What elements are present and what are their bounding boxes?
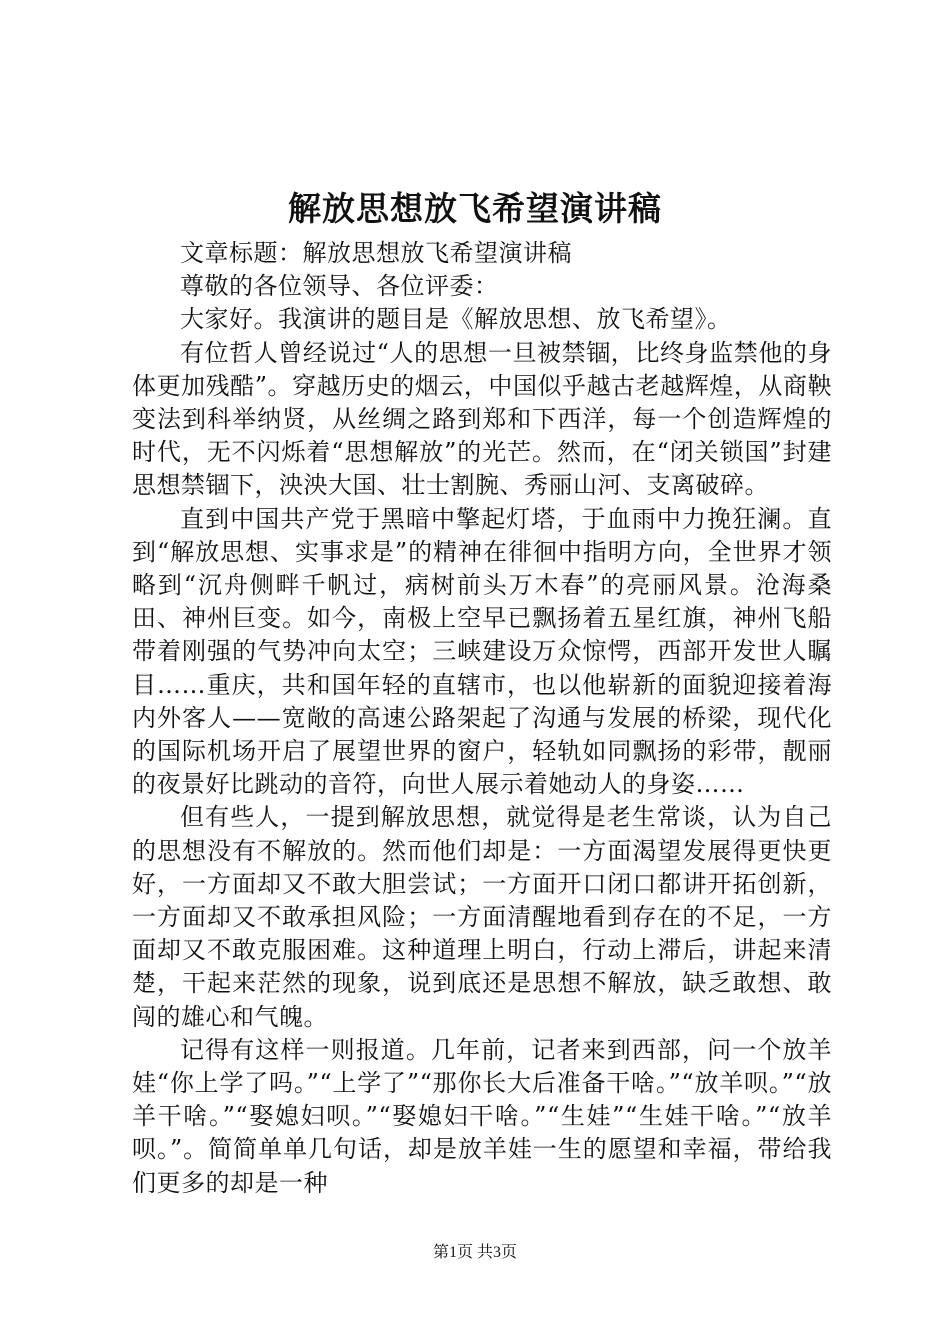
paragraph-report: 记得有这样一则报道。几年前，记者来到西部，问一个放羊娃“你上学了吗。”“上学了”“那你长大后准备干啥。”“放羊呗。”“放羊干啥。”“娶媳妇呗。”“娶媳妇干啥。”“生娃”“生娃干啥。”“放羊呗。”。简简单单几句话，却是放羊娃一生的愿望和幸福，带给我们更多的却是一种 (132, 1035, 832, 1197)
paragraph-salutation: 尊敬的各位领导、各位评委： (180, 272, 499, 301)
paragraph-philosopher: 有位哲人曾经说过“人的思想一旦被禁锢，比终身监禁他的身体更加残酷”。穿越历史的烟云，中国似乎越古老越辉煌，从商鞅变法到科举纳贤，从丝绸之路到郑和下西洋，每一个创造辉煌的时代，无不闪烁着“思想解放”的光芒。然而，在“闭关锁国”封建思想禁锢下，泱泱大国、壮士割腕、秀丽山河、支离破碎。 (132, 338, 832, 500)
paragraph-some-people: 但有些人，一提到解放思想，就觉得是老生常谈，认为自己的思想没有不解放的。然而他们却是：一方面渴望发展得更快更好，一方面却又不敢大胆尝试；一方面开口闭口都讲开拓创新，一方面却又不敢承担风险；一方面清醒地看到存在的不足，一方面却又不敢克服困难。这种道理上明白，行动上滞后，讲起来清楚，干起来茫然的现象，说到底还是思想不解放，缺乏敢想、敢闯的雄心和气魄。 (132, 803, 832, 1031)
document-body (132, 237, 832, 1200)
paragraph-article-title: 文章标题：解放思想放飞希望演讲稿 (180, 239, 572, 267)
paragraph-greeting: 大家好。我演讲的题目是《解放思想、放飞希望》。 (180, 305, 732, 334)
paragraph-party: 直到中国共产党于黑暗中擎起灯塔，于血雨中力挽狂澜。直到“解放思想、实事求是”的精神在徘徊中指明方向，全世界才领略到“沉舟侧畔千帆过，病树前头万木春”的亮丽风景。沧海桑田、神州巨变。如今，南极上空早已飘扬着五星红旗，神州飞船带着刚强的气势冲向太空；三峡建设万众惊愕，西部开发世人瞩目……重庆，共和国年轻的直辖市，也以他崭新的面貌迎接着海内外客人——宽敞的高速公路架起了沟通与发展的桥梁，现代化的国际机场开启了展望世界的窗户，轻轨如同飘扬的彩带，靓丽的夜景好比跳动的音符，向世人展示着她动人的身姿…… (132, 504, 832, 799)
page-number-footer: 第1页 共3页 (432, 1244, 517, 1261)
document-title: 解放思想放飞希望演讲稿 (288, 189, 662, 228)
